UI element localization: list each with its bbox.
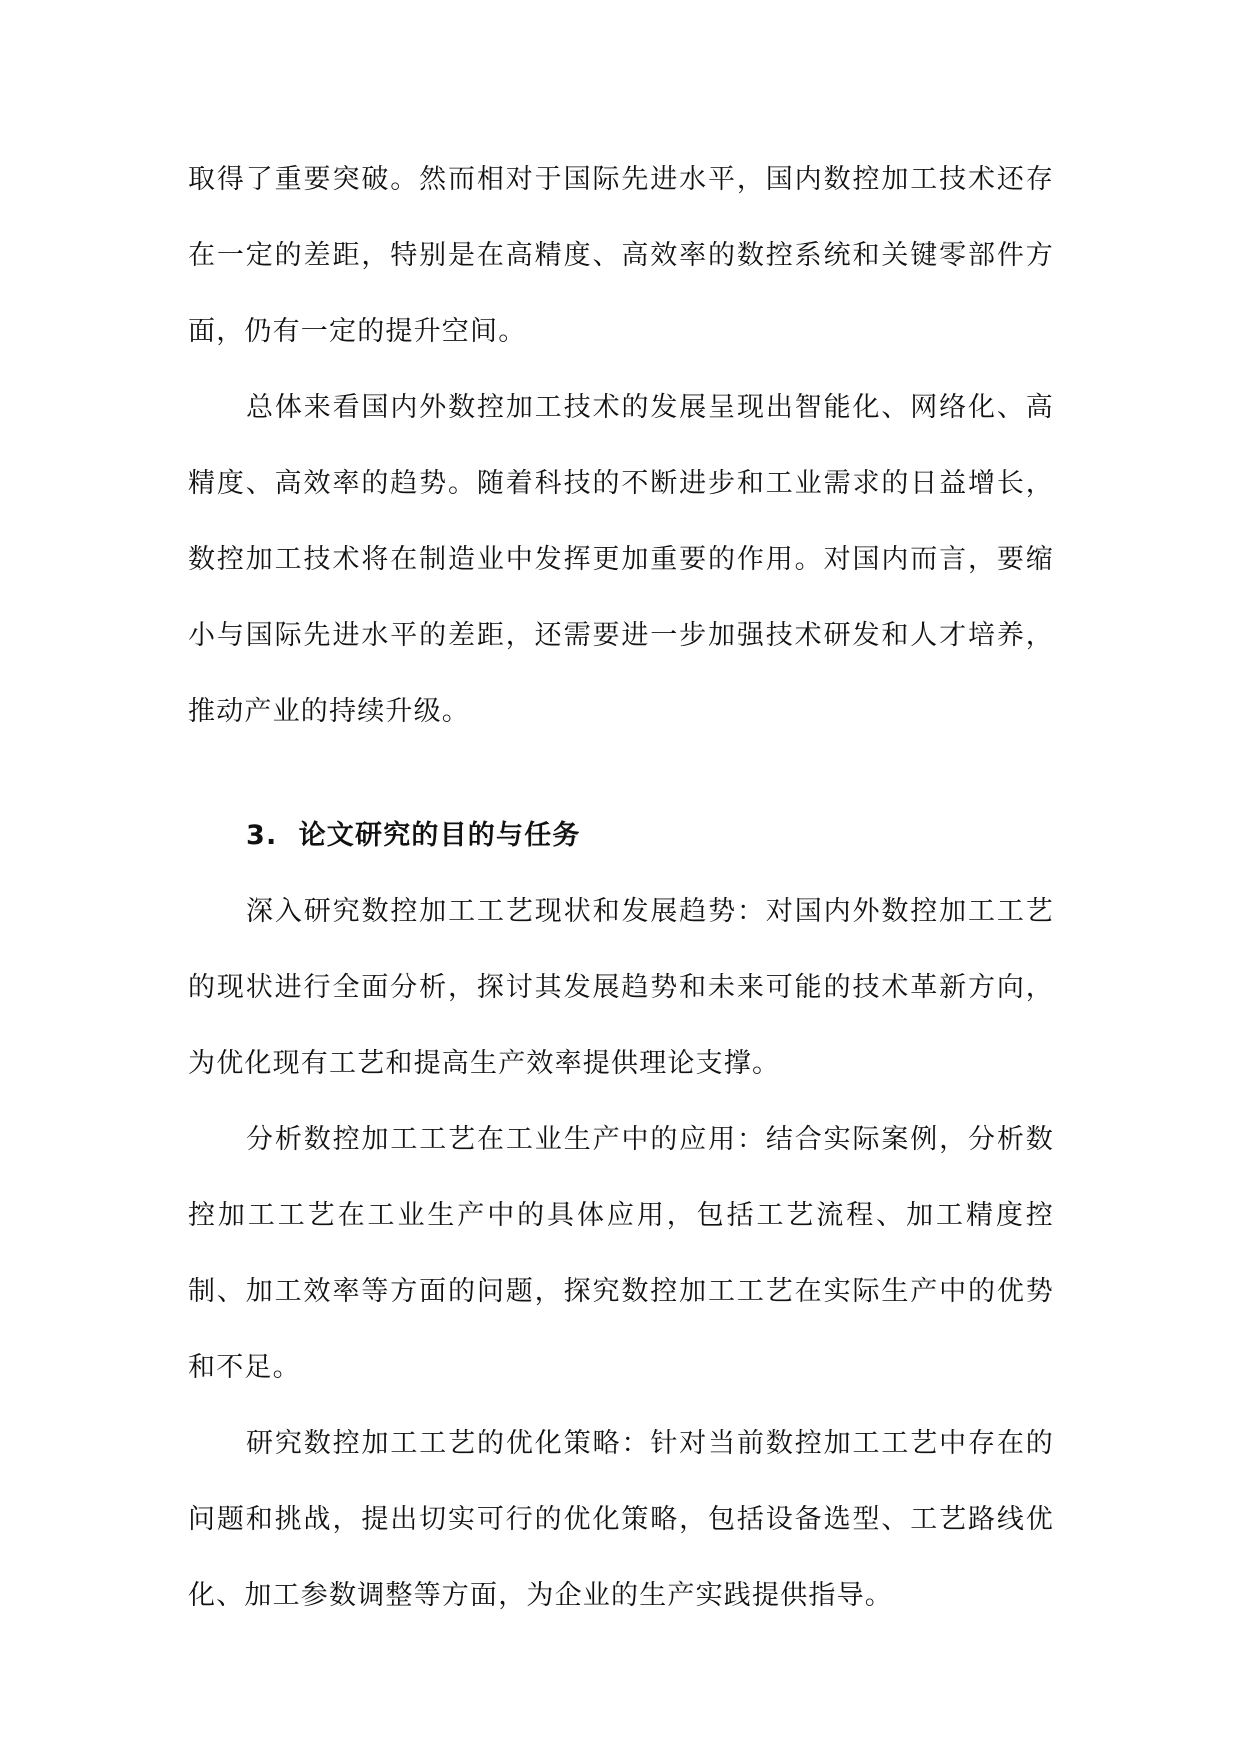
paragraph-continuation: 取得了重要突破。然而相对于国际先进水平，国内数控加工技术还存在一定的差距，特别是在高精度、高效率的数控系统和关键零部件方面，仍有一定的提升空间。 [188,164,1054,347]
section-title: 论文研究的目的与任务 [298,820,581,851]
paragraph-goal-1: 深入研究数控加工工艺现状和发展趋势：对国内外数控加工工艺的现状进行全面分析，探讨其发展趋势和未来可能的技术革新方向，为优化现有工艺和提高生产效率提供理论支撑。 [188,896,1054,1079]
paragraph-summary: 总体来看国内外数控加工技术的发展呈现出智能化、网络化、高精度、高效率的趋势。随着科技的不断进步和工业需求的日益增长，数控加工技术将在制造业中发挥更加重要的作用。对国内而言，要缩小与国际先进水平的差距，还需要进一步加强技术研发和人才培养，推动产业的持续升级。 [188,392,1054,727]
paragraph-goal-3: 研究数控加工工艺的优化策略：针对当前数控加工工艺中存在的问题和挑战，提出切实可行的优化策略，包括设备选型、工艺路线优化、加工参数调整等方面，为企业的生产实践提供指导。 [188,1428,1054,1611]
section-heading [188,798,1054,874]
section-number: 3. [246,820,278,851]
document-body [188,142,1054,1634]
paragraph-goal-2: 分析数控加工工艺在工业生产中的应用：结合实际案例，分析数控加工工艺在工业生产中的具体应用，包括工艺流程、加工精度控制、加工效率等方面的问题，探究数控加工工艺在实际生产中的优势和不足。 [188,1124,1054,1383]
